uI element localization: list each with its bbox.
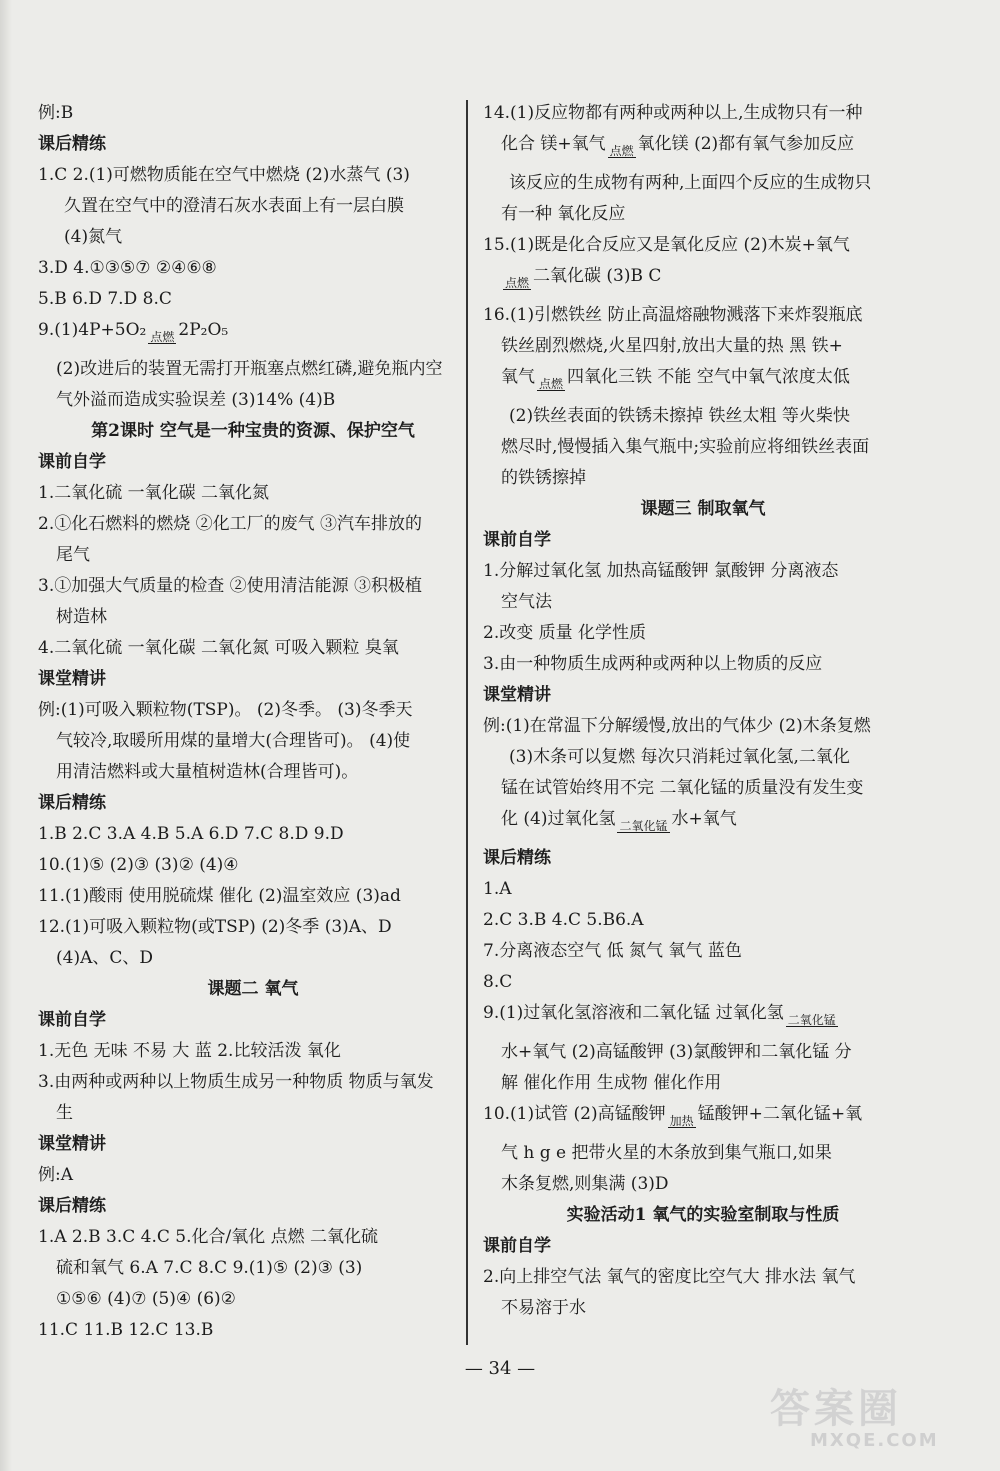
text-line: 3.由两种或两种以上物质生成另一种物质 物质与氧发 [38,1072,434,1092]
text-line: 1.B 2.C 3.A 4.B 5.A 6.D 7.C 8.D 9.D [38,824,344,844]
page-number: — 34 — [464,1358,536,1379]
equation-products: 水+氧气 [671,809,737,829]
section-label: 课后精练 [38,134,106,154]
text-line: 例:(1)在常温下分解缓慢,放出的气体少 (2)木条复燃 [483,716,871,736]
text-line: 水+氧气 (2)高锰酸钾 (3)氯酸钾和二氧化锰 分 [501,1042,852,1062]
equation-line [483,266,923,294]
text-line: 锰在试管始终用不完 二氧化锰的质量没有发生变 [501,778,864,798]
equation-reactants: 化 (4)过氧化氢 [501,809,616,829]
equation-products: 氧化镁 (2)都有氧气参加反应 [637,134,855,154]
text-line: 的铁锈擦掉 [501,468,586,488]
text-line: 5.B 6.D 7.D 8.C [38,289,172,309]
section-heading: 第2课时 空气是一种宝贵的资源、保护空气 [91,421,415,441]
text-line: 11.(1)酸雨 使用脱硫煤 催化 (2)温室效应 (3)ad [38,886,401,906]
text-line: 2.①化石燃料的燃烧 ②化工厂的废气 ③汽车排放的 [38,514,423,534]
text-line: 3.①加强大气质量的检查 ②使用清洁能源 ③积极植 [38,576,423,596]
equation-products: 锰酸钾+二氧化锰+氧 [697,1104,863,1124]
scan-edge [0,0,12,1471]
text-line: 空气法 [501,592,552,612]
text-line: 11.C 11.B 12.C 13.B [38,1320,214,1340]
text-line: 生 [56,1103,73,1123]
reaction-arrow [666,1115,698,1132]
text-line: 铁丝剧烈燃烧,火星四射,放出大量的热 黑 铁+ [501,336,843,356]
section-label: 课前自学 [483,1236,551,1256]
equation-reactants: 10.(1)试管 (2)高锰酸钾 [483,1104,666,1124]
text-line: 15.(1)既是化合反应又是氧化反应 (2)木炭+氧气 [483,235,850,255]
text-line: 1.A [483,879,512,899]
equation-line [38,320,468,348]
text-line: 2.C 3.B 4.C 5.B6.A [483,910,644,930]
text-line: 不易溶于水 [501,1298,586,1318]
left-column [38,103,468,1351]
text-line: 1.无色 无味 不易 大 蓝 2.比较活泼 氧化 [38,1041,341,1061]
section-heading: 课题三 制取氧气 [640,499,766,519]
section-label: 课后精练 [38,1196,106,1216]
reaction-condition: 点燃 [505,276,530,290]
section-label: 课堂精讲 [38,669,106,689]
watermark-logo-text: 答案圈 [770,1386,902,1432]
text-line: (2)改进后的装置无需打开瓶塞点燃红磷,避免瓶内空 [56,359,443,379]
equation-products: 2P₂O₅ [178,320,229,340]
reaction-arrow [606,145,638,162]
reaction-condition: 二氧化锰 [787,1013,836,1027]
text-line: (4)氮气 [64,227,123,247]
section-label: 课堂精讲 [483,685,551,705]
equation-line [483,1104,923,1132]
text-line: 例:A [38,1165,74,1185]
section-label: 课堂精讲 [38,1134,106,1154]
text-line: 7.分离液态空气 低 氮气 氧气 蓝色 [483,941,742,961]
text-line: 尾气 [56,545,90,565]
site-watermark [770,1377,970,1457]
text-line: 久置在空气中的澄清石灰水表面上有一层白膜 [64,196,404,216]
equation-line [483,809,923,837]
text-line: 气外溢而造成实验误差 (3)14% (4)B [56,390,336,410]
text-line: (2)铁丝表面的铁锈未擦掉 铁丝太粗 等火柴快 [509,406,850,426]
text-line: 3.D 4.①③⑤⑦ ②④⑥⑧ [38,258,217,278]
equation-line [483,1003,923,1031]
watermark-url: MXQE.COM [810,1430,939,1451]
text-line: ①⑤⑥ (4)⑦ (5)④ (6)② [56,1289,236,1309]
reaction-condition: 加热 [669,1114,694,1128]
equation-reactants: 氧气 [501,367,535,387]
text-line: 14.(1)反应物都有两种或两种以上,生成物只有一种 [483,103,863,123]
section-label: 课前自学 [38,1010,106,1030]
text-line: 例:B [38,103,74,123]
text-line: 8.C [483,972,513,992]
text-line: 解 催化作用 生成物 催化作用 [501,1073,722,1093]
text-line: 1.二氧化硫 一氧化碳 二氧化氮 [38,483,270,503]
reaction-arrow [615,820,671,837]
equation-line [483,367,923,395]
column-divider [466,100,468,1345]
equation-reactants: 化合 镁+氧气 [501,134,606,154]
text-line: 木条复燃,则集满 (3)D [501,1174,669,1194]
text-line: 燃尽时,慢慢插入集气瓶中;实验前应将细铁丝表面 [501,437,870,457]
reaction-arrow [501,277,533,294]
reaction-arrow [535,378,567,395]
reaction-condition: 点燃 [539,377,564,391]
text-line: (4)A、C、D [56,948,153,968]
right-column [483,103,923,1329]
equation-products: 二氧化碳 (3)B C [533,266,662,286]
section-label: 课后精练 [38,793,106,813]
text-line: 气较冷,取暖所用煤的量增大(合理皆可)。 (4)使 [56,731,411,751]
reaction-condition: 二氧化锰 [619,819,668,833]
text-line: 1.C 2.(1)可燃物质能在空气中燃烧 (2)水蒸气 (3) [38,165,410,185]
text-line: (3)木条可以复燃 每次只消耗过氧化氢,二氧化 [509,747,850,767]
text-line: 1.分解过氧化氢 加热高锰酸钾 氯酸钾 分离液态 [483,561,839,581]
text-line: 1.A 2.B 3.C 4.C 5.化合/氧化 点燃 二氧化硫 [38,1227,379,1247]
text-line: 3.由一种物质生成两种或两种以上物质的反应 [483,654,823,674]
text-line: 12.(1)可吸入颗粒物(或TSP) (2)冬季 (3)A、D [38,917,392,937]
text-line: 树造林 [56,607,107,627]
section-label: 课前自学 [38,452,106,472]
section-heading: 实验活动1 氧气的实验室制取与性质 [566,1205,840,1225]
text-line: 该反应的生成物有两种,上面四个反应的生成物只 [509,173,872,193]
text-line: 4.二氧化硫 一氧化碳 二氧化氮 可吸入颗粒 臭氧 [38,638,399,658]
reaction-condition: 点燃 [150,330,175,344]
equation-reactants: 9.(1)过氧化氢溶液和二氧化锰 过氧化氢 [483,1003,784,1023]
text-line: 用清洁燃料或大量植树造林(合理皆可)。 [56,762,359,782]
text-line: 16.(1)引燃铁丝 防止高温熔融物溅落下来炸裂瓶底 [483,305,863,325]
section-label: 课前自学 [483,530,551,550]
reaction-arrow [146,331,178,348]
text-line: 硫和氧气 6.A 7.C 8.C 9.(1)⑤ (2)③ (3) [56,1258,363,1278]
text-line: 2.改变 质量 化学性质 [483,623,647,643]
equation-products: 四氧化三铁 不能 空气中氧气浓度太低 [567,367,850,387]
text-line: 气 h g e 把带火星的木条放到集气瓶口,如果 [501,1143,832,1163]
text-line: 2.向上排空气法 氧气的密度比空气大 排水法 氧气 [483,1267,856,1287]
text-line: 例:(1)可吸入颗粒物(TSP)。 (2)冬季。 (3)冬季天 [38,700,413,720]
reaction-condition: 点燃 [609,144,634,158]
reaction-arrow [784,1014,840,1031]
equation-line [483,134,923,162]
section-label: 课后精练 [483,848,551,868]
text-line: 10.(1)⑤ (2)③ (3)② (4)④ [38,855,239,875]
section-heading: 课题二 氧气 [207,979,299,999]
text-line: 有一种 氧化反应 [501,204,626,224]
equation-reactants: 9.(1)4P+5O₂ [38,320,147,340]
